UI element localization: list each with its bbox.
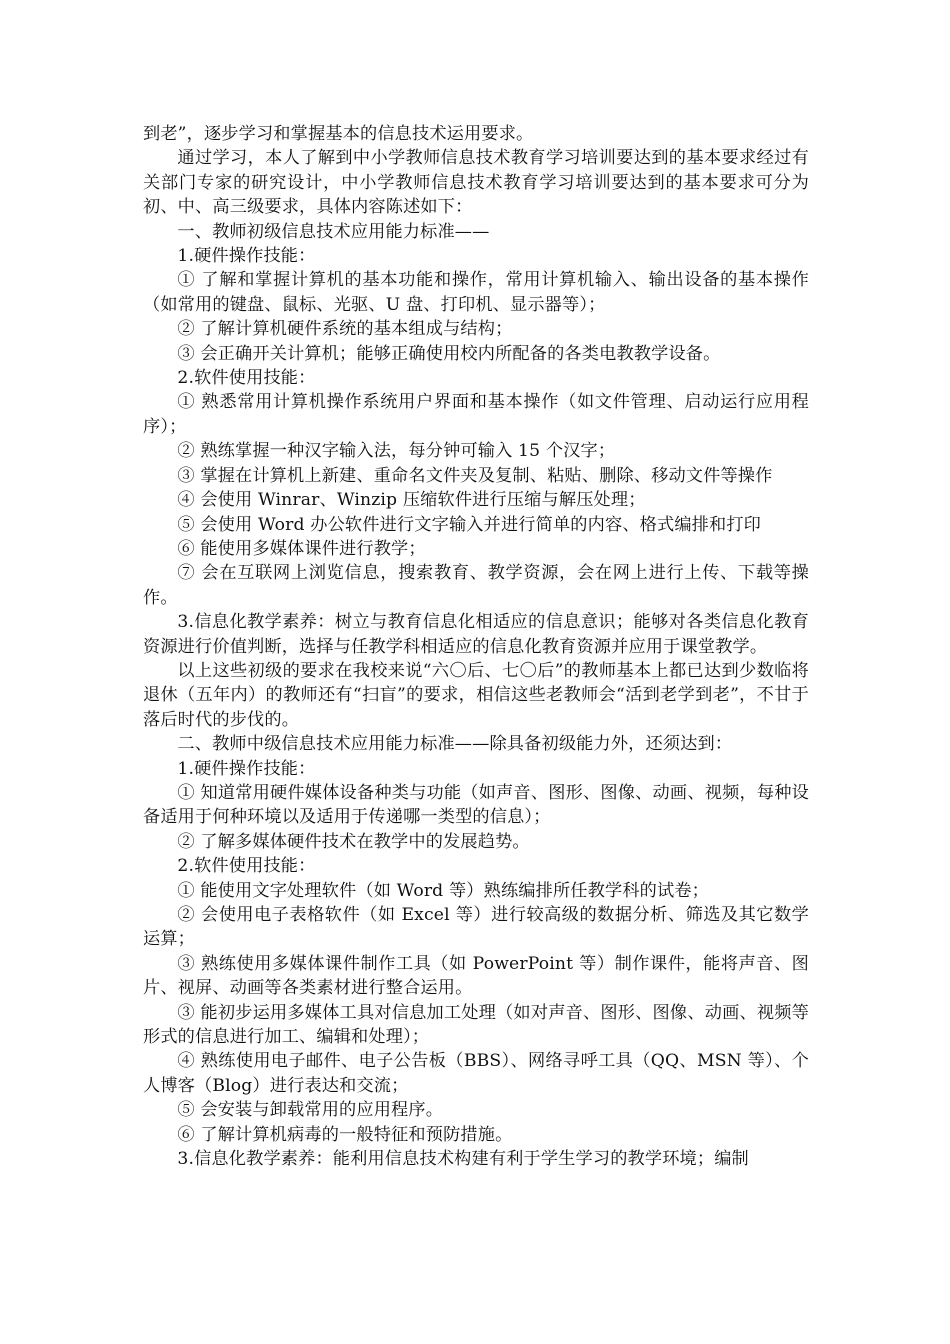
body-paragraph: 2.软件使用技能： — [177, 856, 316, 877]
body-paragraph: ① 熟悉常用计算机操作系统用户界面和基本操作（如文件管理、启动运行应用程序）； — [143, 392, 809, 437]
body-paragraph: 1.硬件操作技能： — [177, 246, 316, 267]
body-paragraph: 2.软件使用技能： — [177, 368, 316, 389]
body-paragraph: ⑥ 能使用多媒体课件进行教学； — [177, 538, 426, 559]
body-paragraph: 3.信息化教学素养：能利用信息技术构建有利于学生学习的教学环境；编制 — [177, 1149, 749, 1170]
body-paragraph: 以上这些初级的要求在我校来说“六〇后、七〇后”的教师基本上都已达到少数临将退休（五年内）的教师还有“扫盲”的要求，相信这些老教师会“活到老学到老”，不甘于落后时代的步伐的。 — [143, 660, 809, 730]
body-paragraph: ② 会使用电子表格软件（如 Excel 等）进行较高级的数据分析、筛选及其它数学运算； — [143, 905, 809, 950]
body-paragraph: ② 了解多媒体硬件技术在教学中的发展趋势。 — [177, 831, 530, 852]
body-paragraph: ③ 掌握在计算机上新建、重命名文件夹及复制、粘贴、删除、移动文件等操作 — [177, 465, 773, 486]
body-paragraph: ③ 能初步运用多媒体工具对信息加工处理（如对声音、图形、图像、动画、视频等形式的信息进行加工、编辑和处理）； — [143, 1002, 809, 1048]
body-paragraph: ④ 会使用 Winrar、Winzip 压缩软件进行压缩与解压处理； — [177, 490, 646, 511]
body-paragraph: 到老”，逐步学习和掌握基本的信息技术运用要求。 — [143, 124, 534, 144]
body-paragraph: ③ 会正确开关计算机；能够正确使用校内所配备的各类电教教学设备。 — [177, 343, 721, 364]
body-paragraph: ⑤ 会使用 Word 办公软件进行文字输入并进行简单的内容、格式编排和打印 — [177, 514, 762, 535]
body-paragraph: ③ 熟练使用多媒体课件制作工具（如 PowerPoint 等）制作课件，能将声音、图片、视屏、动画等各类素材进行整合运用。 — [143, 953, 809, 999]
body-paragraph: ④ 熟练使用电子邮件、电子公告板（BBS）、网络寻呼工具（QQ、MSN 等）、个人博客（Blog）进行表达和交流； — [143, 1051, 809, 1096]
body-paragraph: ② 了解计算机硬件系统的基本组成与结构； — [177, 319, 513, 340]
body-paragraph: ② 熟练掌握一种汉字输入法，每分钟可输入 15 个汉字； — [177, 441, 616, 462]
body-paragraph: ⑥ 了解计算机病毒的一般特征和预防措施。 — [177, 1124, 513, 1145]
body-paragraph: 二、教师中级信息技术应用能力标准——除具备初级能力外，还须达到： — [177, 734, 733, 755]
body-paragraph: ① 了解和掌握计算机的基本功能和操作，常用计算机输入、输出设备的基本操作（如常用的键盘、鼠标、光驱、U 盘、打印机、显示器等）； — [143, 270, 809, 315]
body-paragraph: 通过学习，本人了解到中小学教师信息技术教育学习培训要达到的基本要求经过有关部门专家的研究设计，中小学教师信息技术教育学习培训要达到的基本要求可分为初、中、高三级要求，具体内容陈述如下： — [143, 148, 809, 218]
body-paragraph: ① 能使用文字处理软件（如 Word 等）熟练编排所任教学科的试卷； — [177, 880, 710, 901]
document-page — [143, 122, 809, 1171]
body-paragraph: 3.信息化教学素养：树立与教育信息化相适应的信息意识；能够对各类信息化教育资源进行价值判断，选择与任教学科相适应的信息化教育资源并应用于课堂教学。 — [143, 612, 809, 657]
body-paragraph: ⑦ 会在互联网上浏览信息，搜索教育、教学资源，会在网上进行上传、下载等操作。 — [143, 563, 809, 608]
body-paragraph: 一、教师初级信息技术应用能力标准—— — [177, 221, 490, 242]
body-paragraph: ⑤ 会安装与卸载常用的应用程序。 — [177, 1100, 444, 1121]
body-paragraph: 1.硬件操作技能： — [177, 758, 316, 779]
body-paragraph: ① 知道常用硬件媒体设备种类与功能（如声音、图形、图像、动画、视频，每种设备适用于何种环境以及适用于传递哪一类型的信息）； — [143, 782, 809, 828]
